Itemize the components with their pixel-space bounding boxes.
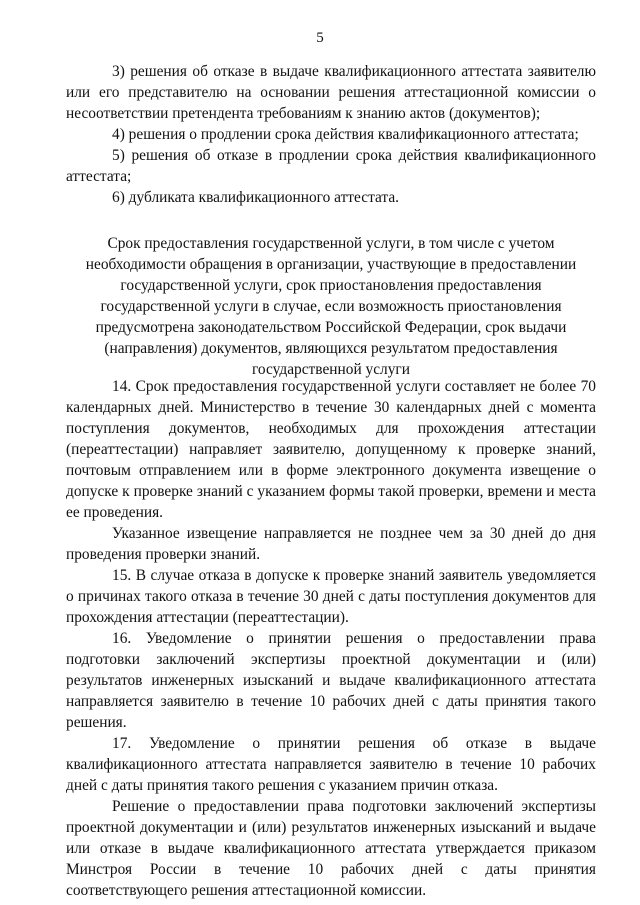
paragraph-decision: Решение о предоставлении права подготовки заключений экспертизы проектной документации и (или) результатов инженерных изысканий и выдаче или отказе в выдаче квалификационного аттестата утверждается приказом Минстроя России в течение 10 рабочих дней с даты принятия соответствующего решения аттестационной комиссии. bbox=[66, 798, 596, 899]
list-item: 6) дубликата квалификационного аттестата. bbox=[112, 189, 400, 206]
paragraph-15: 15. В случае отказа в допуске к проверке знаний заявитель уведомляется о причинах такого отказа в течение 30 дней с даты поступления документов для прохождения аттестации (переаттестации). bbox=[66, 567, 596, 626]
list-block bbox=[66, 61, 596, 208]
paragraph-16: 16. Уведомление о принятии решения о предоставлении права подготовки заключений экспертизы проектной документации и (или) результатов инженерных изысканий и выдаче квалификационного аттестата направляется заявителю в течение 10 рабочих дней с даты принятия такого решения. bbox=[66, 630, 596, 731]
list-item: 5) решения об отказе в продлении срока действия квалификационного аттестата; bbox=[66, 147, 596, 185]
page-number: 5 bbox=[316, 30, 324, 46]
list-item: 3) решения об отказе в выдаче квалификационного аттестата заявителю или его представителю на основании решения аттестационной комиссии о несоответствии претендента требованиям к знанию актов (документов); bbox=[66, 63, 596, 122]
main-text bbox=[66, 376, 596, 901]
paragraph-14: 14. Срок предоставления государственной услуги составляет не более 70 календарных дней. Министерство в течение 30 календарных дней с момента поступления документов, необходимых для прохождения аттестации (переаттестации) направляет заявителю, допущенному к проверке знаний, почтовым отправлением или в форме электронного документа извещение о допуске к проверке знаний с указанием формы такой проверки, времени и места ее проведения. bbox=[66, 378, 596, 521]
section-heading: Срок предоставления государственной услуги, в том числе с учетом необходимости обращения в организации, участвующие в предоставлении государственной услуги, срок приостановления предоставления государственной услуги в случае, если возможность приостановления предусмотрена законодательством Российской Федерации, срок выдачи (направления) документов, являющихся результатом предоставления государственной услуги bbox=[85, 235, 577, 378]
paragraph-17: 17. Уведомление о принятии решения об отказе в выдаче квалификационного аттестата направляется заявителю в течение 10 рабочих дней с даты принятия такого решения с указанием причин отказа. bbox=[66, 735, 596, 794]
paragraph-notice: Указанное извещение направляется не позднее чем за 30 дней до дня проведения проверки знаний. bbox=[66, 525, 596, 563]
list-item: 4) решения о продлении срока действия квалификационного аттестата; bbox=[112, 126, 579, 143]
